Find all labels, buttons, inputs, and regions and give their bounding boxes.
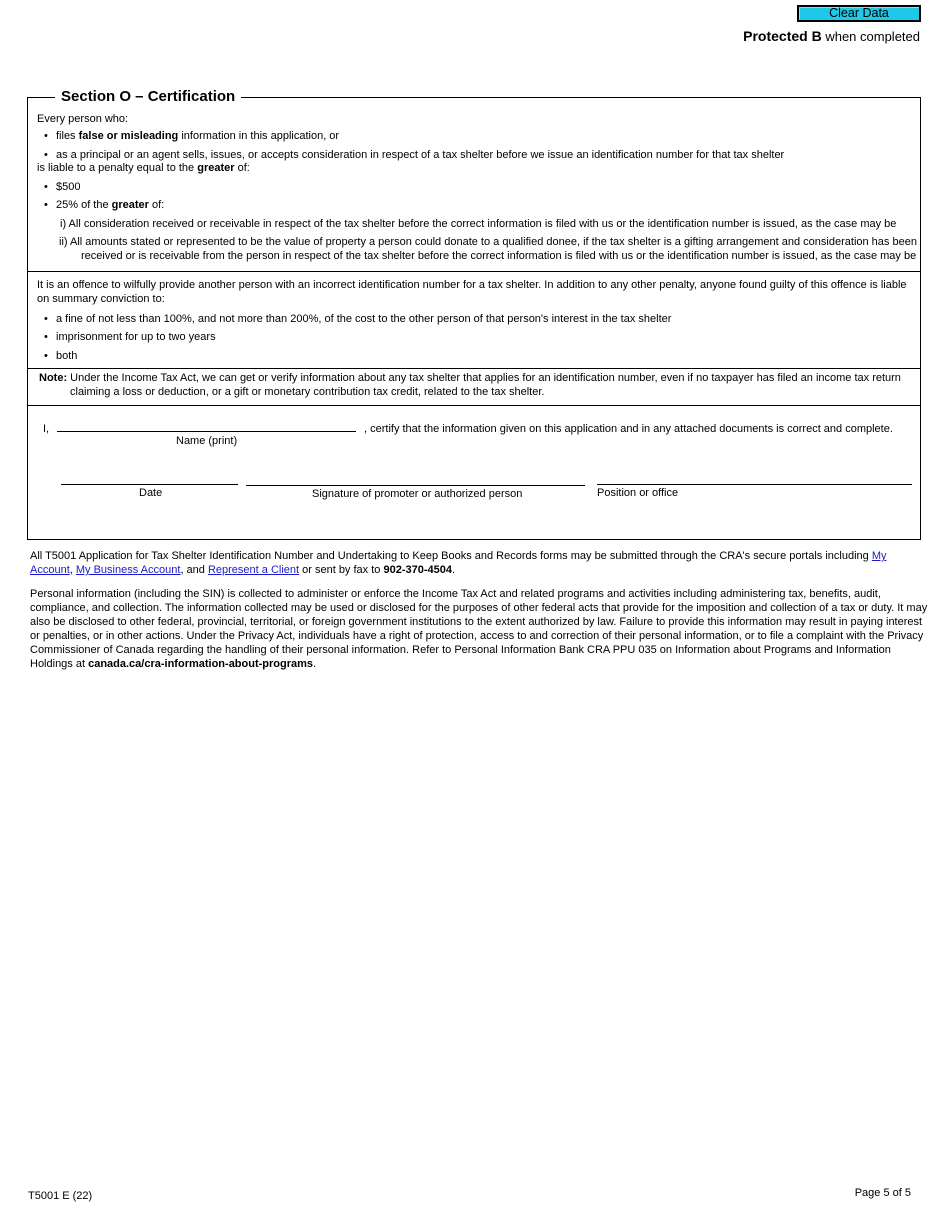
signature-field[interactable] — [246, 485, 585, 486]
and-text: , and — [180, 564, 208, 576]
form-id: T5001 E (22) — [28, 1190, 93, 1202]
divider — [28, 405, 920, 406]
note-label: Note: — [39, 372, 68, 384]
item-ii-line2: received or is receivable from the person in respect of the tax shelter before the correct information is filed with us or the identification number is issued, as the case may be — [81, 250, 917, 262]
privacy-paragraph — [30, 587, 928, 671]
section-title: Section O – Certification — [55, 88, 241, 105]
item-i: i) All consideration received or receivable in respect of the tax shelter before the correct information is filed with us or the identification number is issued, as the case may be — [60, 218, 897, 230]
comma-text: , — [69, 564, 76, 576]
portals-text: All T5001 Application for Tax Shelter Identification Number and Undertaking to Keep Books and Records forms may be submitted through the CRA's secure portals including — [30, 550, 872, 562]
bullet-500: • $500 — [56, 181, 80, 194]
protected-b-rest: when completed — [821, 29, 920, 44]
fax-text: or sent by fax to — [299, 564, 384, 576]
privacy-line — [30, 657, 925, 671]
bullet-false-info — [56, 130, 339, 143]
pct-post: of: — [148, 199, 165, 211]
pct-pre: 25% of the — [56, 199, 112, 211]
protected-b-bold: Protected B — [743, 28, 822, 44]
name-print-field[interactable] — [57, 431, 356, 432]
item-ii-line1: ii) All amounts stated or represented to be the value of property a person could donate to a qualified donee, if the tax shelter is a gifting arrangement and consideration has been — [59, 236, 917, 248]
bullet-bold: false or misleading — [78, 130, 179, 142]
my-account-link[interactable]: My — [871, 550, 887, 562]
privacy-line: or penalties, or in other actions. Under the Privacy Act, individuals have a right of protection, access to and correction of their personal information, or to file a complaint with the Privacy — [30, 630, 924, 642]
bullet-text: information in this application, or — [178, 130, 340, 142]
position-field[interactable] — [597, 484, 912, 485]
date-field[interactable] — [61, 484, 238, 485]
privacy-line: Commissioner of Canada regarding the handling of their personal information. Refer to Personal Information Bank CRA PPU 035 on Information about Programs and Information — [30, 644, 891, 656]
liable-text — [37, 162, 250, 175]
period-text: . — [451, 564, 456, 576]
bullet-text: files — [56, 130, 79, 142]
signature-label: Signature of promoter or authorized person — [312, 488, 523, 500]
my-account-link[interactable]: Account — [30, 564, 70, 576]
privacy-text: . — [313, 658, 317, 670]
offence-line1: It is an offence to wilfully provide another person with an incorrect identification number for a tax shelter. In addition to any other penalty, anyone found guilty of this offence is liable — [37, 279, 907, 291]
note-text: Under the Income Tax Act, we can get or verify information about any tax shelter that applies for an identification number, even if no taxpayer has filed an income tax return — [67, 372, 901, 384]
offence-line2: on summary conviction to: — [37, 293, 165, 305]
portals-paragraph — [30, 549, 920, 577]
name-print-label: Name (print) — [176, 435, 238, 447]
bullet-fine: • a fine of not less than 100%, and not more than 200%, of the cost to the other person of that person's interest in the tax shelter — [56, 313, 671, 326]
portals-line2 — [30, 563, 920, 577]
pct-bold: greater — [111, 199, 149, 211]
i-label: I, — [43, 423, 50, 435]
note-line2: claiming a loss or deduction, or a gift or monetary contribution tax credit, related to the tax shelter. — [70, 386, 545, 398]
represent-a-client-link[interactable]: Represent a Client — [207, 564, 300, 576]
divider — [28, 368, 920, 369]
privacy-url: canada.ca/cra-information-about-programs — [88, 658, 314, 670]
clear-data-button[interactable]: Clear Data — [797, 5, 921, 22]
protected-b-label — [743, 28, 920, 44]
liable-bold: greater — [197, 162, 235, 174]
liable-post: of: — [234, 162, 250, 174]
every-person-text: Every person who: — [37, 113, 129, 125]
date-label: Date — [139, 487, 163, 499]
page-number: Page 5 of 5 — [854, 1187, 911, 1199]
my-business-account-link[interactable]: My Business Account — [75, 564, 181, 576]
bullet-25-percent — [56, 199, 164, 212]
bullet-imprisonment: • imprisonment for up to two years — [56, 331, 216, 344]
liable-pre: is liable to a penalty equal to the — [37, 162, 198, 174]
privacy-text: Holdings at — [30, 658, 89, 670]
fax-number: 902-370-4504 — [383, 564, 452, 576]
privacy-line: Personal information (including the SIN) is collected to administer or enforce the Income Tax Act and related programs and activities including administering tax, benefits, audit, — [30, 588, 881, 600]
bullet-both: • both — [56, 350, 77, 363]
bullet-principal-agent: • as a principal or an agent sells, issues, or accepts consideration in respect of a tax shelter before we issue an identification number for that tax shelter — [56, 149, 784, 162]
divider — [28, 271, 920, 272]
note-line1 — [39, 372, 901, 385]
certify-text: , certify that the information given on this application and in any attached documents is correct and complete. — [364, 423, 893, 435]
position-label: Position or office — [597, 487, 679, 499]
portals-line1 — [30, 549, 920, 563]
privacy-line: also be disclosed to other federal, provincial, territorial, or foreign government institutions to the extent authorized by law. Failure to provide this information may result in paying interest — [30, 616, 923, 628]
privacy-line: compliance, and collection. The information collected may be used or disclosed for the purposes of other federal acts that provide for the imposition and collection of a tax or duty. It may — [30, 602, 928, 614]
